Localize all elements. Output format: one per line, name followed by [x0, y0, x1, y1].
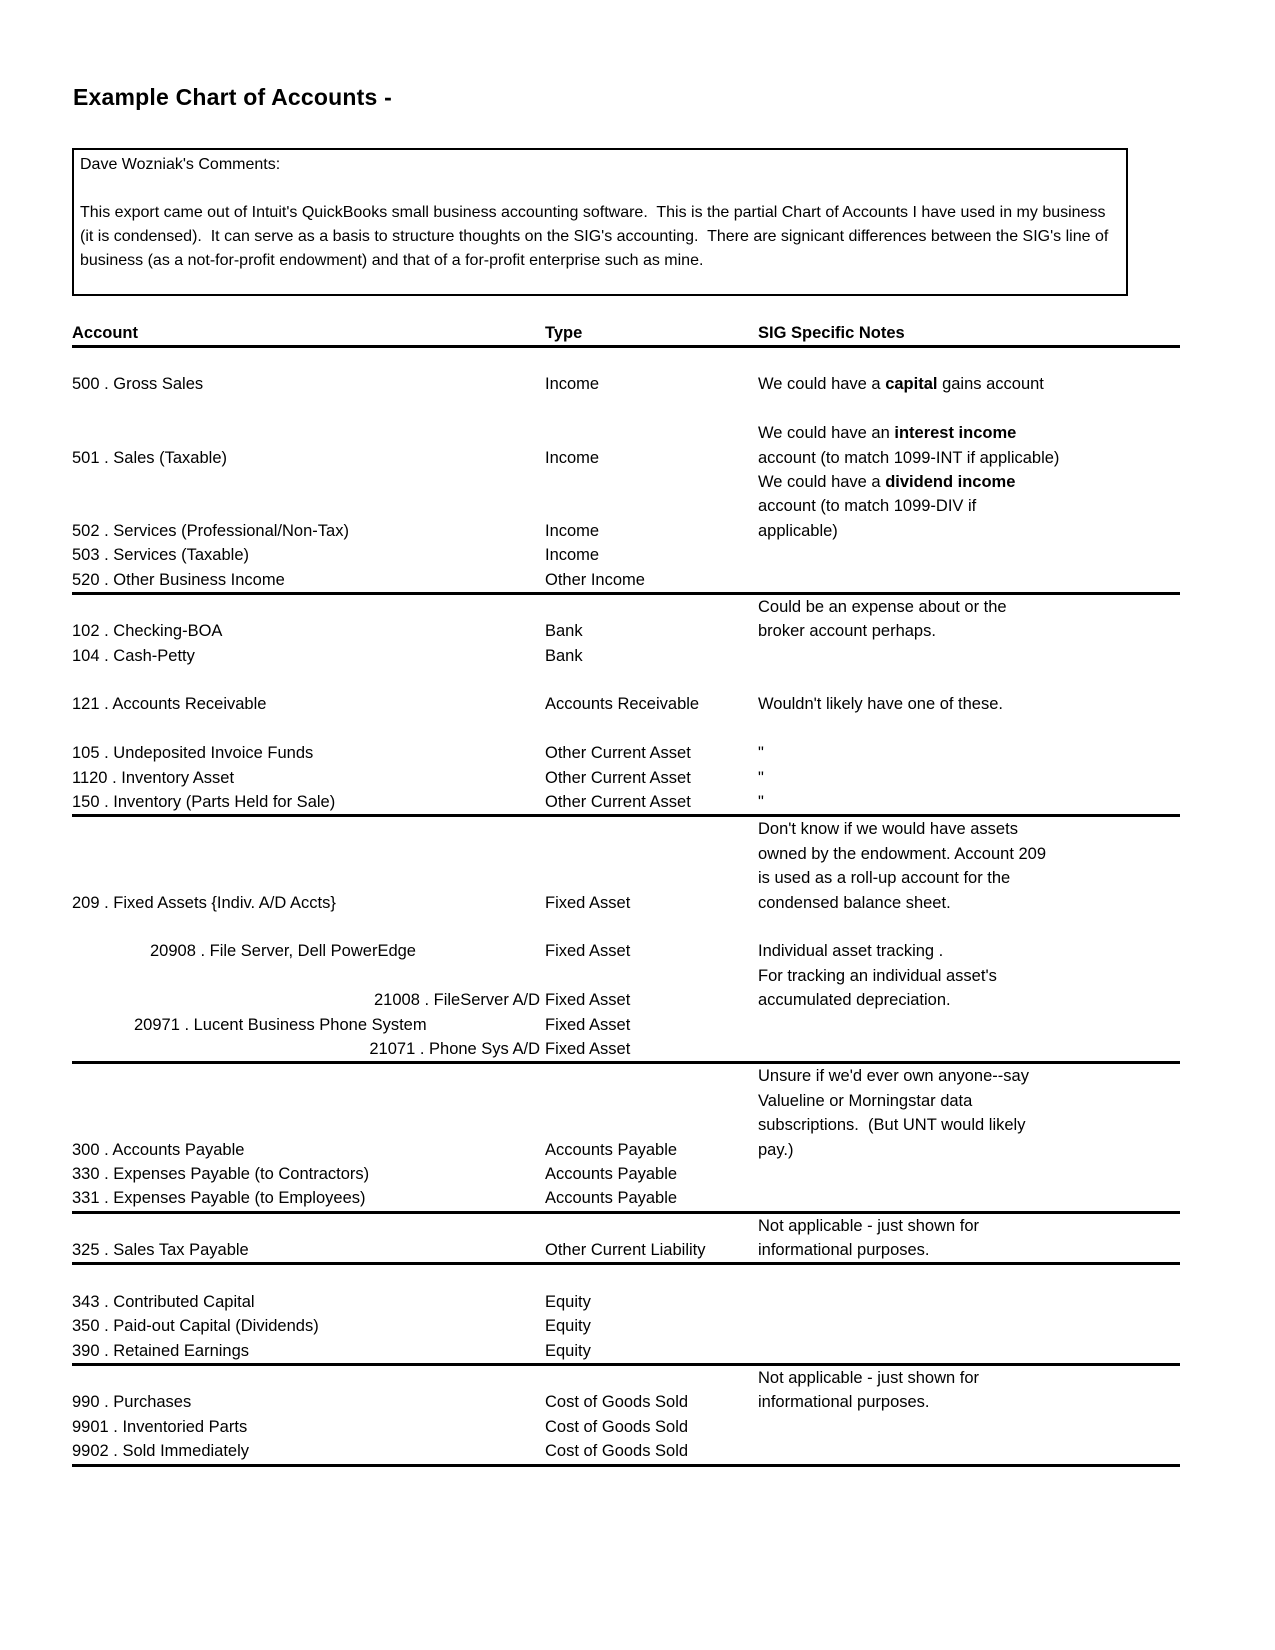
notes-cell: [758, 421, 1180, 445]
notes-cell: [758, 568, 1180, 592]
table-row: [72, 1138, 1180, 1162]
table-row: [72, 668, 1180, 692]
notes-cell: [758, 1214, 1180, 1238]
table-row: [72, 1013, 1180, 1037]
type-cell: Accounts Payable: [545, 1140, 678, 1159]
notes-cell: [758, 1162, 1180, 1186]
note-text: accumulated depreciation.: [758, 991, 951, 1010]
notes-cell: [758, 1186, 1180, 1210]
account-cell: 350 . Paid-out Capital (Dividends): [72, 1317, 319, 1336]
table-row: [72, 1162, 1180, 1186]
account-cell: 990 . Purchases: [72, 1393, 192, 1412]
table-row: [72, 543, 1180, 567]
notes-cell: [758, 988, 1180, 1012]
account-cell: 501 . Sales (Taxable): [72, 448, 228, 467]
table-row: [72, 964, 1180, 988]
notes-cell: [758, 644, 1180, 668]
table-row: [72, 1186, 1180, 1210]
table-body: [72, 348, 1180, 1467]
account-cell: [72, 1265, 545, 1289]
account-cell: [72, 842, 545, 866]
table-row: [72, 446, 1180, 470]
account-cell: [72, 348, 545, 372]
notes-cell: [758, 842, 1180, 866]
type-cell: [545, 1265, 758, 1289]
notes-cell: [758, 543, 1180, 567]
account-cell: [72, 668, 545, 692]
notes-cell: [758, 348, 1180, 372]
notes-cell: [758, 1113, 1180, 1137]
note-text: subscriptions. (But UNT would likely: [758, 1116, 1026, 1135]
account-cell: [72, 470, 545, 494]
account-cell: 20971 . Lucent Business Phone System: [134, 1015, 427, 1034]
account-cell: 300 . Accounts Payable: [72, 1140, 245, 1159]
table-row: [72, 1290, 1180, 1314]
notes-cell: [758, 964, 1180, 988]
notes-cell: [758, 595, 1180, 619]
table-row: [72, 595, 1180, 619]
type-cell: Income: [545, 375, 600, 394]
notes-cell: [758, 817, 1180, 841]
note-text-bold: dividend income: [885, 472, 1016, 491]
table-row: [72, 1314, 1180, 1338]
type-cell: [545, 668, 758, 692]
account-cell: 150 . Inventory (Parts Held for Sale): [72, 793, 336, 812]
table-row: [72, 494, 1180, 518]
account-cell: [72, 397, 545, 421]
account-cell: [72, 1089, 545, 1113]
account-cell: 325 . Sales Tax Payable: [72, 1241, 249, 1260]
note-text: Wouldn't likely have one of these.: [758, 695, 1003, 714]
account-cell: 104 . Cash-Petty: [72, 646, 195, 665]
note-text: owned by the endowment. Account 209: [758, 844, 1047, 863]
account-cell: 102 . Checking-BOA: [72, 622, 223, 641]
table-row: [72, 348, 1180, 372]
account-cell: 9901 . Inventoried Parts: [72, 1417, 248, 1436]
notes-cell: [758, 915, 1180, 939]
notes-cell: [758, 692, 1180, 716]
type-cell: [545, 1064, 758, 1088]
account-cell: [72, 421, 545, 445]
table-row: [72, 717, 1180, 741]
column-header-account: Account: [72, 324, 138, 342]
column-header-type: Type: [545, 324, 583, 342]
table-row: [72, 915, 1180, 939]
table-row: [72, 988, 1180, 1012]
type-cell: [545, 964, 758, 988]
table-row: [72, 842, 1180, 866]
table-row: [72, 1339, 1180, 1363]
account-cell: 502 . Services (Professional/Non-Tax): [72, 521, 349, 540]
account-cell: [72, 1366, 545, 1390]
account-cell: 331 . Expenses Payable (to Employees): [72, 1189, 366, 1208]
type-cell: Cost of Goods Sold: [545, 1393, 689, 1412]
table-row: [72, 1366, 1180, 1390]
table-header-row: [72, 319, 1180, 345]
type-cell: Accounts Payable: [545, 1189, 678, 1208]
table-row: [72, 1089, 1180, 1113]
table-row: [72, 1214, 1180, 1238]
table-row: [72, 1439, 1180, 1463]
comments-heading: Dave Wozniak's Comments:: [80, 156, 281, 173]
type-cell: Equity: [545, 1341, 591, 1360]
type-cell: Fixed Asset: [545, 893, 631, 912]
note-text: Not applicable - just shown for: [758, 1216, 980, 1235]
note-text: gains account: [937, 375, 1044, 394]
comments-body: This export came out of Intuit's QuickBooks small business accounting software. This is the partial Chart of Accounts I have used in my business (it is condensed). It can serve as a basis to structure thoughts on the SIG's accounting. There are signicant differences between the SIG's line of business (as a not-for-profit endowment) and that of a for-profit enterprise such as mine.: [80, 204, 1113, 269]
note-text: pay.): [758, 1140, 794, 1159]
account-cell: 500 . Gross Sales: [72, 375, 204, 394]
note-text: ": [758, 744, 764, 763]
table-row: [72, 519, 1180, 543]
account-cell: 20908 . File Server, Dell PowerEdge: [150, 942, 416, 961]
type-cell: [545, 1366, 758, 1390]
notes-cell: [758, 1238, 1180, 1262]
notes-cell: [758, 766, 1180, 790]
notes-cell: [758, 372, 1180, 396]
account-cell: [72, 1113, 545, 1137]
notes-cell: [758, 470, 1180, 494]
notes-cell: [758, 1037, 1180, 1061]
note-text: Don't know if we would have assets: [758, 820, 1018, 839]
notes-cell: [758, 717, 1180, 741]
type-cell: Accounts Payable: [545, 1164, 678, 1183]
type-cell: [545, 421, 758, 445]
page-title: Example Chart of Accounts -: [73, 84, 392, 110]
account-cell: 330 . Expenses Payable (to Contractors): [72, 1164, 370, 1183]
notes-cell: [758, 619, 1180, 643]
notes-cell: [758, 446, 1180, 470]
type-cell: [545, 1214, 758, 1238]
account-cell: [72, 866, 545, 890]
notes-cell: [758, 1064, 1180, 1088]
type-cell: [545, 866, 758, 890]
table-row: [72, 372, 1180, 396]
note-text: Not applicable - just shown for: [758, 1369, 980, 1388]
type-cell: [545, 595, 758, 619]
type-cell: [545, 915, 758, 939]
notes-cell: [758, 1290, 1180, 1314]
type-cell: [545, 717, 758, 741]
type-cell: [545, 817, 758, 841]
account-section: [72, 1064, 1180, 1210]
notes-cell: [758, 1366, 1180, 1390]
type-cell: Fixed Asset: [545, 1015, 631, 1034]
account-cell: [72, 595, 545, 619]
column-header-notes: SIG Specific Notes: [758, 324, 905, 342]
account-cell: [72, 817, 545, 841]
account-cell: [72, 1214, 545, 1238]
type-cell: [545, 842, 758, 866]
note-text: applicable): [758, 521, 838, 540]
table-row: [72, 1037, 1180, 1061]
note-text: We could have a: [758, 472, 886, 491]
table-row: [72, 1390, 1180, 1414]
notes-cell: [758, 790, 1180, 814]
notes-cell: [758, 397, 1180, 421]
type-cell: [545, 348, 758, 372]
notes-cell: [758, 1390, 1180, 1414]
notes-cell: [758, 1089, 1180, 1113]
table-row: [72, 421, 1180, 445]
notes-cell: [758, 891, 1180, 915]
account-cell: 343 . Contributed Capital: [72, 1292, 255, 1311]
note-text: is used as a roll-up account for the: [758, 869, 1011, 888]
notes-cell: [758, 1415, 1180, 1439]
account-section: [72, 817, 1180, 1061]
table-row: [72, 741, 1180, 765]
note-text: account (to match 1099-INT if applicable): [758, 448, 1060, 467]
note-text: informational purposes.: [758, 1393, 930, 1412]
notes-cell: [758, 1439, 1180, 1463]
table-row: [72, 644, 1180, 668]
table-row: [72, 568, 1180, 592]
table-row: [72, 1265, 1180, 1289]
type-cell: Income: [545, 521, 600, 540]
type-cell: Other Current Asset: [545, 768, 691, 787]
account-cell: 390 . Retained Earnings: [72, 1341, 250, 1360]
section-divider-rule: [72, 1464, 1180, 1467]
table-row: [72, 866, 1180, 890]
note-text: informational purposes.: [758, 1241, 930, 1260]
note-text: Individual asset tracking .: [758, 942, 944, 961]
table-row: [72, 470, 1180, 494]
notes-cell: [758, 1138, 1180, 1162]
note-text: ": [758, 768, 764, 787]
notes-cell: [758, 1265, 1180, 1289]
type-cell: Fixed Asset: [545, 1039, 631, 1058]
notes-cell: [758, 741, 1180, 765]
type-cell: [545, 470, 758, 494]
note-text: Valueline or Morningstar data: [758, 1091, 973, 1110]
note-text: Unsure if we'd ever own anyone--say: [758, 1067, 1029, 1086]
notes-cell: [758, 866, 1180, 890]
type-cell: Equity: [545, 1317, 591, 1336]
account-cell: 21071 . Phone Sys A/D: [369, 1039, 540, 1058]
note-text: broker account perhaps.: [758, 622, 936, 641]
note-text: condensed balance sheet.: [758, 893, 951, 912]
table-row: [72, 1415, 1180, 1439]
account-cell: 9902 . Sold Immediately: [72, 1442, 250, 1461]
table-row: [72, 397, 1180, 421]
type-cell: [545, 397, 758, 421]
account-cell: 105 . Undeposited Invoice Funds: [72, 744, 314, 763]
type-cell: Other Current Liability: [545, 1241, 706, 1260]
comments-box: [72, 148, 1128, 296]
account-cell: 1120 . Inventory Asset: [72, 768, 235, 787]
type-cell: Bank: [545, 622, 583, 641]
note-text: ": [758, 793, 764, 812]
note-text: Could be an expense about or the: [758, 597, 1007, 616]
account-cell: [72, 494, 545, 518]
table-row: [72, 790, 1180, 814]
notes-cell: [758, 668, 1180, 692]
type-cell: Fixed Asset: [545, 942, 631, 961]
type-cell: Other Current Asset: [545, 793, 691, 812]
table-row: [72, 619, 1180, 643]
table-row: [72, 891, 1180, 915]
notes-cell: [758, 1013, 1180, 1037]
account-cell: 209 . Fixed Assets {Indiv. A/D Accts}: [72, 893, 336, 912]
note-text: For tracking an individual asset's: [758, 966, 997, 985]
account-cell: [72, 1064, 545, 1088]
type-cell: Cost of Goods Sold: [545, 1417, 689, 1436]
account-cell: 503 . Services (Taxable): [72, 546, 249, 565]
notes-cell: [758, 519, 1180, 543]
note-text: We could have a: [758, 375, 886, 394]
account-section: [72, 1265, 1180, 1363]
notes-cell: [758, 494, 1180, 518]
type-cell: Accounts Receivable: [545, 695, 700, 714]
note-text-bold: interest income: [894, 424, 1017, 443]
type-cell: [545, 1089, 758, 1113]
account-cell: [72, 717, 545, 741]
type-cell: Bank: [545, 646, 583, 665]
type-cell: [545, 1113, 758, 1137]
account-cell: [72, 964, 545, 988]
table-row: [72, 939, 1180, 963]
chart-of-accounts-table: [72, 319, 1180, 1467]
type-cell: Fixed Asset: [545, 991, 631, 1010]
type-cell: Income: [545, 448, 600, 467]
account-cell: [72, 915, 545, 939]
notes-cell: [758, 1314, 1180, 1338]
account-section: [72, 1214, 1180, 1263]
notes-cell: [758, 939, 1180, 963]
account-cell: 121 . Accounts Receivable: [72, 695, 267, 714]
account-cell: 21008 . FileServer A/D: [374, 991, 540, 1010]
type-cell: Equity: [545, 1292, 591, 1311]
table-row: [72, 692, 1180, 716]
account-section: [72, 595, 1180, 815]
note-text: We could have an: [758, 424, 895, 443]
type-cell: [545, 494, 758, 518]
notes-cell: [758, 1339, 1180, 1363]
note-text: account (to match 1099-DIV if: [758, 497, 977, 516]
table-row: [72, 817, 1180, 841]
type-cell: Cost of Goods Sold: [545, 1442, 689, 1461]
type-cell: Other Income: [545, 570, 645, 589]
type-cell: Other Current Asset: [545, 744, 691, 763]
note-text-bold: capital: [885, 375, 938, 394]
table-row: [72, 766, 1180, 790]
table-row: [72, 1113, 1180, 1137]
account-cell: 520 . Other Business Income: [72, 570, 285, 589]
account-section: [72, 348, 1180, 592]
type-cell: Income: [545, 546, 600, 565]
table-row: [72, 1238, 1180, 1262]
table-row: [72, 1064, 1180, 1088]
account-section: [72, 1366, 1180, 1464]
